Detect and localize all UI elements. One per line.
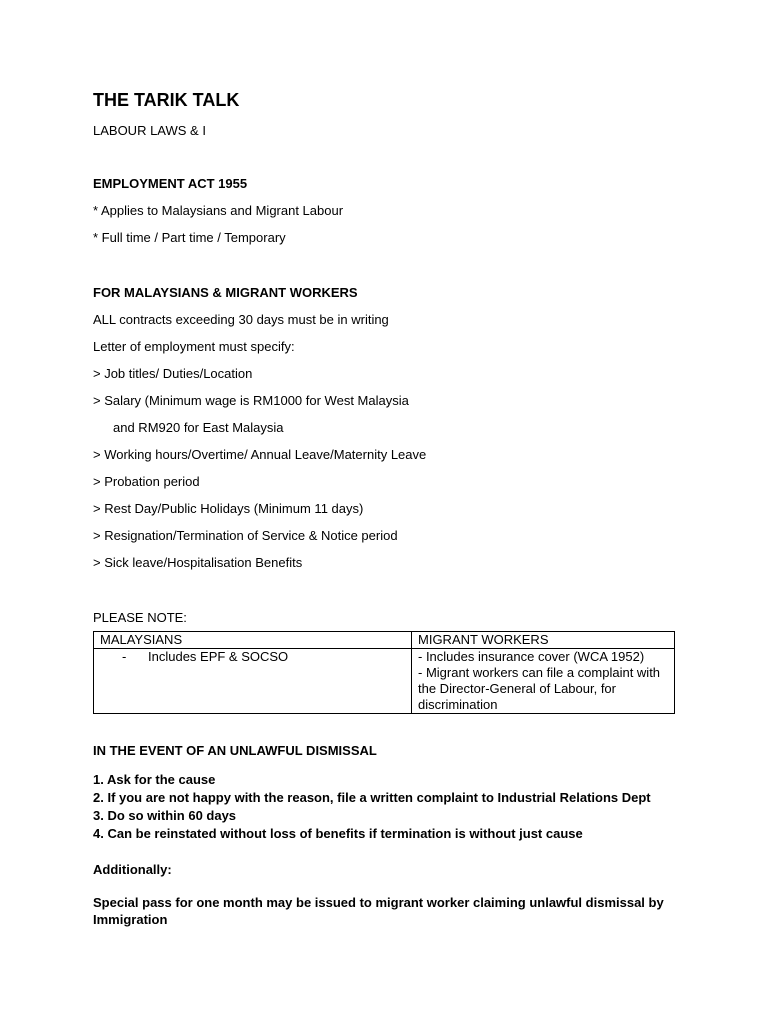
document-page: [93, 88, 683, 928]
additionally-label: Additionally:: [93, 862, 172, 877]
spec-item: > Rest Day/Public Holidays (Minimum 11 days): [93, 501, 364, 516]
please-note-label: PLEASE NOTE:: [93, 610, 187, 625]
dismissal-steps: [93, 771, 683, 843]
list-item: 2. If you are not happy with the reason, file a written complaint to Industrial Relations Dept: [93, 790, 651, 805]
dismissal-heading: IN THE EVENT OF AN UNLAWFUL DISMISSAL: [93, 743, 377, 758]
list-item: 1. Ask for the cause: [93, 772, 216, 787]
migrant-benefit: - Migrant workers can file a complaint with the Director-General of Labour, for discrimination: [418, 665, 661, 712]
malaysians-cell: [94, 649, 412, 714]
document-subtitle: LABOUR LAWS & I: [93, 123, 206, 138]
spec-item: > Probation period: [93, 474, 200, 489]
table-header-cell: MALAYSIANS: [94, 632, 412, 649]
list-item: 3. Do so within 60 days: [93, 808, 237, 823]
migrant-cell: [412, 649, 675, 714]
workers-heading: FOR MALAYSIANS & MIGRANT WORKERS: [93, 285, 358, 300]
employment-act-heading: EMPLOYMENT ACT 1955: [93, 176, 248, 191]
spec-item: > Job titles/ Duties/Location: [93, 366, 253, 381]
spec-item: > Resignation/Termination of Service & Notice period: [93, 528, 398, 543]
spec-item: > Sick leave/Hospitalisation Benefits: [93, 555, 303, 570]
spec-item: > Salary (Minimum wage is RM1000 for West Malaysia: [93, 393, 409, 408]
table-header-row: [94, 632, 675, 649]
migrant-benefit: - Includes insurance cover (WCA 1952): [418, 649, 645, 664]
malaysians-benefit: - Includes EPF & SOCSO: [122, 649, 289, 664]
table-header-cell: MIGRANT WORKERS: [412, 632, 675, 649]
letter-intro: Letter of employment must specify:: [93, 339, 295, 354]
document-title: THE TARIK TALK: [93, 90, 240, 110]
special-pass-text: Special pass for one month may be issued to migrant worker claiming unlawful dismissal by Immigration: [93, 895, 664, 927]
employment-act-item: * Applies to Malaysians and Migrant Labour: [93, 203, 344, 218]
spec-item-continued: and RM920 for East Malaysia: [113, 420, 284, 435]
table-row: [94, 649, 675, 714]
employment-act-item: * Full time / Part time / Temporary: [93, 230, 286, 245]
spec-item: > Working hours/Overtime/ Annual Leave/Maternity Leave: [93, 447, 427, 462]
comparison-table: [93, 631, 675, 714]
list-item: 4. Can be reinstated without loss of benefits if termination is without just cause: [93, 826, 583, 841]
contracts-rule: ALL contracts exceeding 30 days must be in writing: [93, 312, 389, 327]
